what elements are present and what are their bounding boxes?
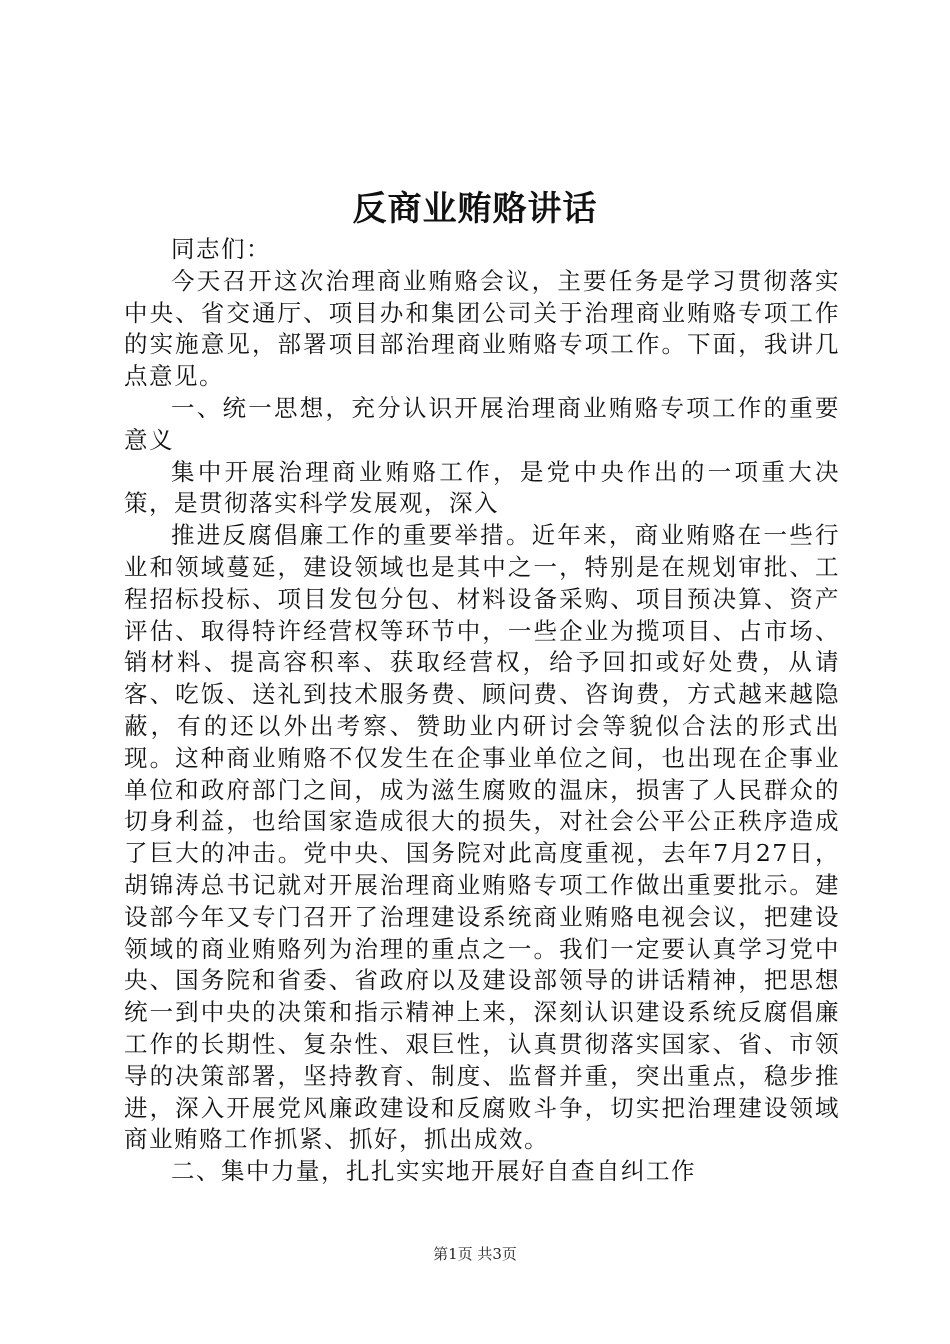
section-heading-2: 二、集中力量，扎扎实实地开展好自查自纠工作 [171,1157,696,1186]
page-title: 反商业贿赂讲话 [352,189,598,229]
section-heading-1: 一、统一思想，充分认识开展治理商业贿赂专项工作的重要意义 [124,393,840,454]
document-body [124,234,840,1188]
page-footer: 第1页 共3页 [433,1245,517,1263]
body-paragraph: 推进反腐倡廉工作的重要举措。近年来，商业贿赂在一些行业和领域蔓延，建设领域也是其中之一，特别是在规划审批、工程招标投标、项目发包分包、材料设备采购、项目预决算、资产评估、取得特许经营权等环节中，一些企业为揽项目、占市场、销材料、提高容积率、获取经营权，给予回扣或好处费，从请客、吃饭、送礼到技术服务费、顾问费、咨询费，方式越来越隐蔽，有的还以外出考察、赞助业内研讨会等貌似合法的形式出现。这种商业贿赂不仅发生在企事业单位之间，也出现在企事业单位和政府部门之间，成为滋生腐败的温床，损害了人民群众的切身利益，也给国家造成很大的损失，对社会公平公正秩序造成了巨大的冲击。党中央、国务院对此高度重视，去年7月27日，胡锦涛总书记就对开展治理商业贿赂专项工作做出重要批示。建设部今年又专门召开了治理建设系统商业贿赂电视会议，把建设领域的商业贿赂列为治理的重点之一。我们一定要认真学习党中央、国务院和省委、省政府以及建设部领导的讲话精神，把思想统一到中央的决策和指示精神上来，深刻认识建设系统反腐倡廉工作的长期性、复杂性、艰巨性，认真贯彻落实国家、省、市领导的决策部署，坚持教育、制度、监督并重，突出重点，稳步推进，深入开展党风廉政建设和反腐败斗争，切实把治理建设领域商业贿赂工作抓紧、抓好，抓出成效。 [124,521,840,1154]
intro-paragraph: 今天召开这次治理商业贿赂会议，主要任务是学习贯彻落实中央、省交通厅、项目办和集团公司关于治理商业贿赂专项工作的实施意见，部署项目部治理商业贿赂专项工作。下面，我讲几点意见。 [124,266,840,391]
salutation-paragraph: 同志们： [171,235,271,263]
body-paragraph: 集中开展治理商业贿赂工作，是党中央作出的一项重大决策，是贯彻落实科学发展观，深入 [124,457,840,518]
